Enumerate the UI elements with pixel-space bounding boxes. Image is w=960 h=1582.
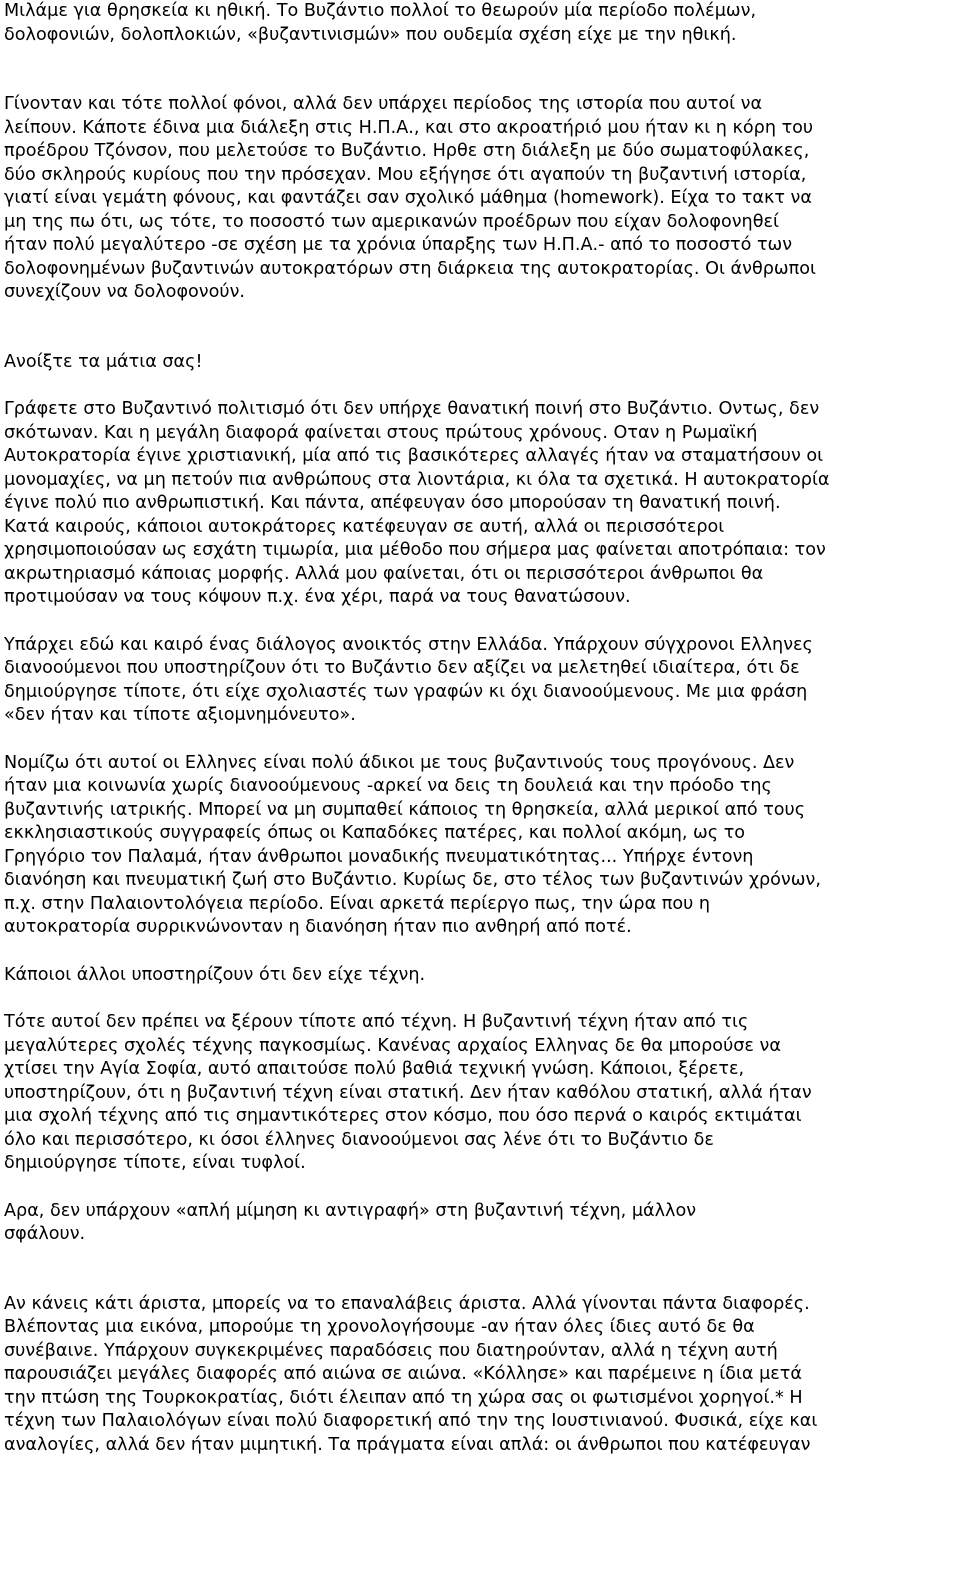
paragraph xyxy=(4,634,952,728)
paragraph-gap xyxy=(4,728,952,752)
text-line: δημιούργησε τίποτε, είναι τυφλοί. xyxy=(4,1153,306,1173)
text-line: Γίνονταν και τότε πολλοί φόνοι, αλλά δεν υπάρχει περίοδος της ιστορία που αυτοί να xyxy=(4,94,763,114)
text-line: «δεν ήταν και τίποτε αξιομνημόνευτο». xyxy=(4,705,356,725)
paragraph xyxy=(4,351,952,375)
text-line: Κατά καιρούς, κάποιοι αυτοκράτορες κατέφευγαν σε αυτή, αλλά οι περισσότεροι xyxy=(4,516,725,537)
text-line: αυτοκρατορία συρρικνώνονταν η διανόηση ήταν πιο ανθηρή από ποτέ. xyxy=(4,917,632,937)
paragraph-gap xyxy=(4,1176,952,1200)
text-line: δύο σκληρούς κυρίους που την πρόσεχαν. Μου εξήγησε ότι αγαπούν τη βυζαντινή ιστορία, xyxy=(4,164,807,185)
text-line: μεγαλύτερες σχολές τέχνης παγκοσμίως. Κανένας αρχαίος Ελληνας δε θα μπορούσε να xyxy=(4,1035,781,1056)
text-line: ήταν μια κοινωνία χωρίς διανοούμενους -αρκεί να δεις τη δουλειά και την πρόοδο της xyxy=(4,776,772,796)
text-line: μια σχολή τέχνης από τις σημαντικότερες στον κόσμο, που όσο περνά ο καιρός εκτιμάται xyxy=(4,1106,802,1126)
text-line: μονομαχίες, να μη πετούν πια ανθρώπους στα λιοντάρια, κι όλα τα σχετικά. Η αυτοκρατορία xyxy=(4,469,830,490)
text-line: έγινε πολύ πιο ανθρωπιστική. Και πάντα, απέφευγαν όσο μπορούσαν τη θανατική ποινή. xyxy=(4,493,781,513)
text-line: αναλογίες, αλλά δεν ήταν μιμητική. Τα πράγματα είναι απλά: οι άνθρωποι που κατέφευγαν xyxy=(4,1434,811,1455)
text-line: χτίσει την Αγία Σοφία, αυτό απαιτούσε πολύ βαθιά τεχνική γνώση. Κάποιοι, ξέρετε, xyxy=(4,1059,745,1079)
text-line: Αν κάνεις κάτι άριστα, μπορείς να το επαναλάβεις άριστα. Αλλά γίνονται πάντα διαφορές. xyxy=(4,1293,810,1314)
text-line: συνεχίζουν να δολοφονούν. xyxy=(4,282,246,302)
paragraph xyxy=(4,752,952,940)
text-line: προέδρου Τζόνσον, που μελετούσε το Βυζάντιο. Ηρθε στη διάλεξη με δύο σωματοφύλακες, xyxy=(4,141,810,161)
text-line: δολοφονιών, δολοπλοκιών, «βυζαντινισμών» που ουδεμία σχέση είχε με την ηθική. xyxy=(4,24,737,45)
text-line: βυζαντινής ιατρικής. Μπορεί να μη συμπαθεί κάποιος τη θρησκεία, αλλά μερικοί από τους xyxy=(4,799,806,820)
paragraph-gap xyxy=(4,610,952,634)
paragraph-gap xyxy=(4,47,952,93)
paragraph xyxy=(4,1200,952,1247)
text-line: δολοφονημένων βυζαντινών αυτοκρατόρων στη διάρκεια της αυτοκρατορίας. Οι άνθρωποι xyxy=(4,258,816,279)
paragraph-gap xyxy=(4,305,952,351)
text-line: Βλέποντας μια εικόνα, μπορούμε τη χρονολογήσουμε -αν ήταν όλες ίδιες αυτό δε θα xyxy=(4,1317,755,1337)
text-line: όλο και περισσότερο, κι όσοι έλληνες διανοούμενοι σας λένε ότι το Βυζάντιο δε xyxy=(4,1129,714,1150)
text-line: γιατί είναι γεμάτη φόνους, και φαντάζει σαν σχολικό μάθημα (homework). Είχα το τακτ να xyxy=(4,188,812,208)
paragraph-gap xyxy=(4,1247,952,1293)
text-line: διανόηση και πνευματική ζωή στο Βυζάντιο. Κυρίως δε, στο τέλος των βυζαντινών χρόνων, xyxy=(4,870,821,890)
text-line: Νομίζω ότι αυτοί οι Ελληνες είναι πολύ άδικοι με τους βυζαντινούς τους προγόνους. Δεν xyxy=(4,752,795,773)
text-line: Τότε αυτοί δεν πρέπει να ξέρουν τίποτε από τέχνη. Η βυζαντινή τέχνη ήταν από τις xyxy=(4,1012,749,1032)
text-line: Κάποιοι άλλοι υποστηρίζουν ότι δεν είχε τέχνη. xyxy=(4,964,426,985)
paragraph xyxy=(4,0,952,47)
text-line: προτιμούσαν να τους κόψουν π.χ. ένα χέρι, παρά να τους θανατώσουν. xyxy=(4,587,631,607)
paragraph xyxy=(4,93,952,305)
text-line: π.χ. στην Παλαιοντολόγεια περίοδο. Είναι αρκετά περίεργο πως, την ώρα που η xyxy=(4,893,711,914)
text-line: τέχνη των Παλαιολόγων είναι πολύ διαφορετική από την της Ιουστινιανού. Φυσικά, είχε και xyxy=(4,1411,818,1431)
paragraph xyxy=(4,964,952,988)
text-line: Αυτοκρατορία έγινε χριστιανική, μία από τις βασικότερες αλλαγές ήταν να σταματήσουν οι xyxy=(4,446,824,466)
text-line: παρουσιάζει μεγάλες διαφορές από αιώνα σε αιώνα. «Κόλλησε» και παρέμεινε η ίδια μετά xyxy=(4,1364,802,1384)
text-line: την πτώση της Τουρκοκρατίας, διότι έλειπαν από τη χώρα σας οι φωτισμένοι χορηγοί.* Η xyxy=(4,1387,803,1408)
text-line: μη της πω ότι, ως τότε, το ποσοστό των αμερικανών προέδρων που είχαν δολοφονηθεί xyxy=(4,211,779,232)
paragraph xyxy=(4,1011,952,1176)
text-line: Μιλάμε για θρησκεία κι ηθική. Το Βυζάντιο πολλοί το θεωρούν μία περίοδο πολέμων, xyxy=(4,1,757,21)
text-line: διανοούμενοι που υποστηρίζουν ότι το Βυζάντιο δεν αξίζει να μελετηθεί ιδιαίτερα, ότι δε xyxy=(4,658,800,678)
paragraph-gap xyxy=(4,940,952,964)
text-line: συνέβαινε. Υπάρχουν συγκεκριμένες παραδόσεις που διατηρούνταν, αλλά η τέχνη αυτή xyxy=(4,1340,778,1361)
text-line: χρησιμοποιούσαν ως εσχάτη τιμωρία, μια μέθοδο που σήμερα μας φαίνεται αποτρόπαια: τον xyxy=(4,540,826,560)
document-page xyxy=(4,0,952,1457)
text-line: Ανοίξτε τα μάτια σας! xyxy=(4,351,203,372)
text-line: υποστηρίζουν, ότι η βυζαντινή τέχνη είναι στατική. Δεν ήταν καθόλου στατική, αλλά ήταν xyxy=(4,1082,812,1103)
paragraph xyxy=(4,1293,952,1458)
text-line: Γράφετε στο Βυζαντινό πολιτισμό ότι δεν υπήρχε θανατική ποινή στο Βυζάντιο. Οντως, δεν xyxy=(4,399,820,419)
text-line: Γρηγόριο τον Παλαμά, ήταν άνθρωποι μοναδικής πνευματικότητας... Υπήρχε έντονη xyxy=(4,846,754,867)
text-line: λείπουν. Κάποτε έδινα μια διάλεξη στις Η.Π.Α., και στο ακροατήριό μου ήταν κι η κόρη του xyxy=(4,117,814,138)
text-line: ακρωτηριασμό κάποιας μορφής. Αλλά μου φαίνεται, ότι οι περισσότεροι άνθρωποι θα xyxy=(4,563,764,584)
paragraph xyxy=(4,398,952,610)
text-line: δημιούργησε τίποτε, ότι είχε σχολιαστές των γραφών κι όχι διανοούμενους. Με μια φράση xyxy=(4,681,808,702)
paragraph-gap xyxy=(4,987,952,1011)
text-line: Αρα, δεν υπάρχουν «απλή μίμηση κι αντιγραφή» στη βυζαντινή τέχνη, μάλλον xyxy=(4,1200,697,1221)
paragraph-gap xyxy=(4,374,952,398)
text-line: εκκλησιαστικούς συγγραφείς όπως οι Καπαδόκες πατέρες, και πολλοί ακόμη, ως το xyxy=(4,823,746,843)
text-line: σκότωναν. Και η μεγάλη διαφορά φαίνεται στους πρώτους χρόνους. Οταν η Ρωμαϊκή xyxy=(4,422,758,443)
text-line: Υπάρχει εδώ και καιρό ένας διάλογος ανοικτός στην Ελλάδα. Υπάρχουν σύγχρονοι Ελληνες xyxy=(4,634,813,655)
text-line: ήταν πολύ μεγαλύτερο -σε σχέση με τα χρόνια ύπαρξης των Η.Π.Α.- από το ποσοστό των xyxy=(4,235,793,255)
text-line: σφάλουν. xyxy=(4,1224,86,1244)
